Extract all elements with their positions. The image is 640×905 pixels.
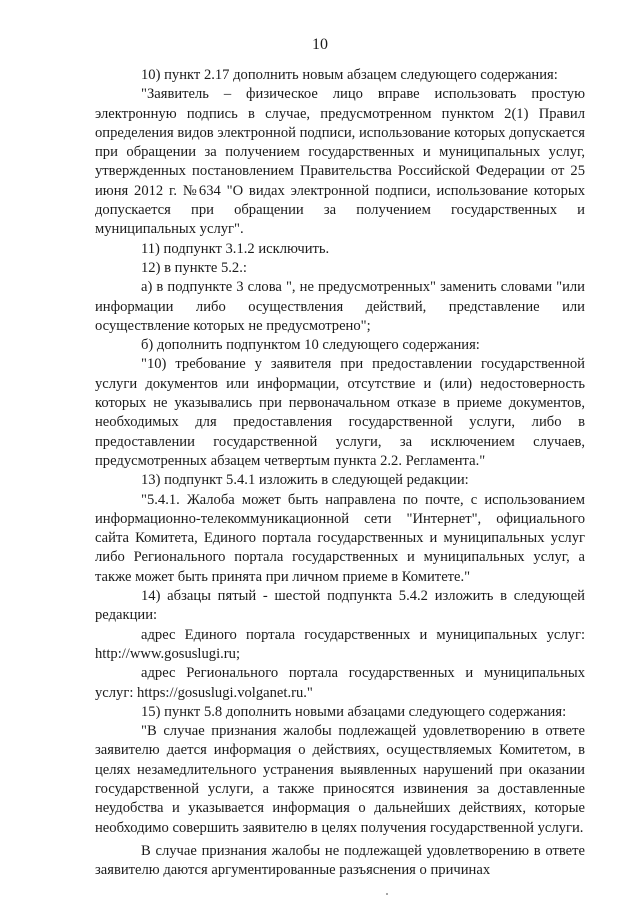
paragraph-applicant-signature: "Заявитель – физическое лицо вправе использовать простую электронную подпись в случае, предусмотренном пунктом 2(1) Правил определения видов электронной подписи, использование которых допускается при обращении за получением государственных и муниципальных услуг, утвержденных постановлением Правительства Российской Федерации от 25 июня 2012 г. №634 "О видах электронной подписи, использование которых допускается при обращении за получением государственных и муниципальных услуг". <box>95 86 585 238</box>
paragraph-complaint-satisfied: "В случае признания жалобы подлежащей удовлетворению в ответе заявителю дается информация о действиях, осуществляемых Комитетом, в целях незамедлительного устранения выявленных нарушений при оказании государственной услуги, а также приносятся извинения за доставленные неудобства и указывается информация о дальнейших действиях, которые необходимо совершить заявителю в целях получения государственной услуги. <box>95 723 585 836</box>
document-body <box>95 66 585 880</box>
page-number: 10 <box>312 36 328 53</box>
paragraph-subitem-b: б) дополнить подпунктом 10 следующего содержания: <box>141 337 480 354</box>
paragraph-complaint-5-4-1: "5.4.1. Жалоба может быть направлена по почте, с использованием информационно-телекоммуникационной сети "Интернет", официального сайта Комитета, Единого портала государственных и муниципальных услуг либо Регионального портала государственных и муниципальных услуг, а также может быть принята при личном приеме в Комитете." <box>95 491 585 585</box>
paragraph-item-14: 14) абзацы пятый - шестой подпункта 5.4.2 изложить в следующей редакции: <box>95 588 585 624</box>
paragraph-subitem-10: "10) требование у заявителя при предоставлении государственной услуги документов или информации, отсутствие и (или) недостоверность которых не указывались при первоначальном отказе в приеме документов, необходимых для предоставления государственной услуги, либо в предоставлении государственной услуги, за исключением случаев, предусмотренных абзацем четвертым пункта 2.2. Регламента." <box>95 356 585 469</box>
paragraph-item-12: 12) в пункте 5.2.: <box>141 259 247 276</box>
paragraph-subitem-a: а) в подпункте 3 слова ", не предусмотренных" заменить словами "или информации либо осуществления действий, представление или осуществление которых не предусмотрено"; <box>95 279 585 334</box>
paragraph-regional-portal-address: адрес Регионального портала государственных и муниципальных услуг: https://gosuslugi.volganet.ru." <box>95 665 585 701</box>
paragraph-unified-portal-address: адрес Единого портала государственных и муниципальных услуг: http://www.gosuslugi.ru; <box>95 626 585 662</box>
scan-speck <box>386 893 388 895</box>
paragraph-item-10: 10) пункт 2.17 дополнить новым абзацем следующего содержания: <box>141 67 558 83</box>
paragraph-item-15: 15) пункт 5.8 дополнить новыми абзацами следующего содержания: <box>141 703 567 720</box>
paragraph-item-11: 11) подпункт 3.1.2 исключить. <box>141 240 330 257</box>
paragraph-item-13: 13) подпункт 5.4.1 изложить в следующей редакции: <box>141 472 469 489</box>
paragraph-complaint-rejected: В случае признания жалобы не подлежащей удовлетворению в ответе заявителю даются аргументированные разъяснения о причинах <box>95 842 585 879</box>
